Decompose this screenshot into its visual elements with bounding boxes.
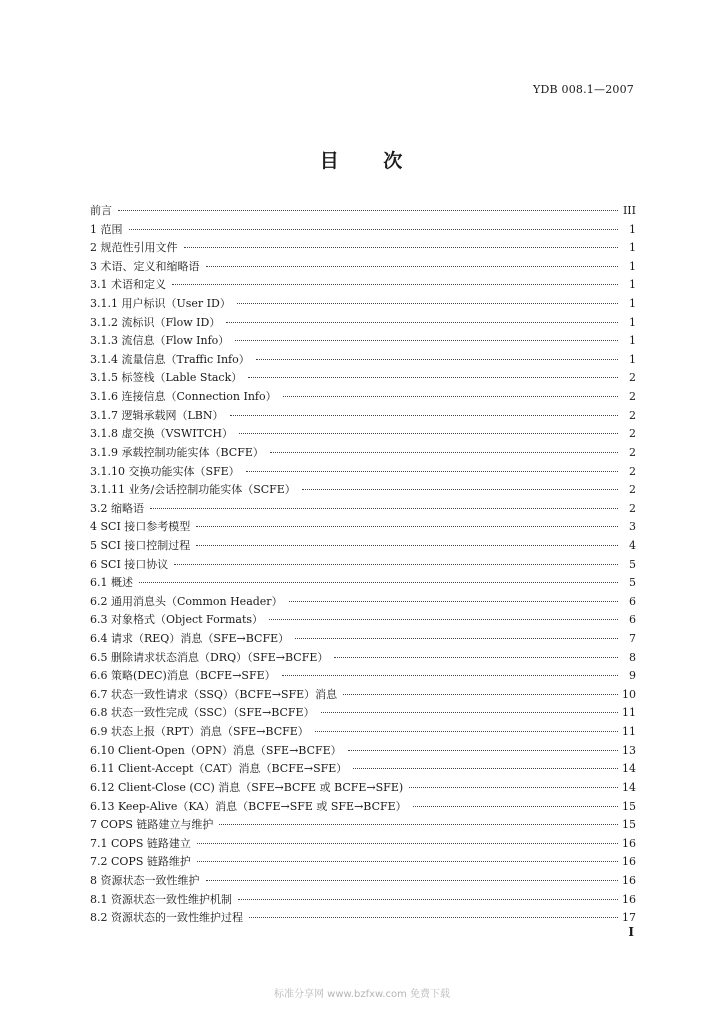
toc-entry-page: 2 <box>629 445 636 459</box>
toc-entry[interactable] <box>90 667 636 686</box>
toc-entry[interactable] <box>90 704 636 723</box>
toc-entry-label: 6.7 状态一致性请求（SSQ）（BCFE→SFE）消息 <box>90 687 338 701</box>
toc-entry-label: 6.4 请求（REQ）消息（SFE→BCFE） <box>90 632 290 646</box>
toc-dot-leader <box>129 229 619 230</box>
toc-entry-page: 1 <box>629 297 636 311</box>
toc-dot-leader <box>226 322 618 323</box>
toc-entry[interactable] <box>90 332 636 351</box>
toc-entry-label: 6.3 对象格式（Object Formats） <box>90 613 264 627</box>
toc-dot-leader <box>321 712 618 713</box>
toc-dot-leader <box>353 768 618 769</box>
toc-entry-label: 3.1.11 业务/会话控制功能实体（SCFE） <box>90 483 296 497</box>
toc-dot-leader <box>238 899 618 900</box>
toc-entry[interactable] <box>90 686 636 705</box>
toc-entry[interactable] <box>90 481 636 500</box>
toc-entry[interactable] <box>90 835 636 854</box>
toc-entry-page: 16 <box>622 892 636 906</box>
toc-entry[interactable] <box>90 407 636 426</box>
toc-entry-page: 13 <box>622 743 636 757</box>
toc-entry[interactable] <box>90 742 636 761</box>
toc-entry-page: 4 <box>629 538 636 552</box>
toc-dot-leader <box>409 787 618 788</box>
toc-entry-page: 11 <box>622 706 636 720</box>
toc-entry-label: 6 SCI 接口协议 <box>90 557 169 571</box>
toc-entry-label: 3.2 缩略语 <box>90 501 144 515</box>
toc-dot-leader <box>197 843 618 844</box>
toc-entry-label: 前言 <box>90 204 112 217</box>
toc-entry-page: 2 <box>629 390 636 404</box>
toc-entry-label: 1 范围 <box>90 222 123 236</box>
toc-dot-leader <box>239 433 618 434</box>
toc-entry-label: 6.13 Keep-Alive（KA）消息（BCFE→SFE 或 SFE→BCFE） <box>90 799 407 813</box>
toc-dot-leader <box>302 489 618 490</box>
toc-entry[interactable] <box>90 611 636 630</box>
toc-entry[interactable] <box>90 239 636 258</box>
toc-entry[interactable] <box>90 518 636 537</box>
toc-dot-leader <box>413 806 618 807</box>
toc-dot-leader <box>150 508 618 509</box>
toc-entry-label: 6.8 状态一致性完成（SSC）（SFE→BCFE） <box>90 706 315 720</box>
toc-dot-leader <box>248 377 618 378</box>
toc-dot-leader <box>197 861 618 862</box>
toc-dot-leader <box>196 526 618 527</box>
toc-entry-label: 3.1.7 逻辑承载网（LBN） <box>90 408 224 422</box>
toc-entry[interactable] <box>90 537 636 556</box>
toc-entry-page: 1 <box>629 315 636 329</box>
toc-entry[interactable] <box>90 388 636 407</box>
toc-entry[interactable] <box>90 853 636 872</box>
toc-entry-page: 5 <box>629 576 636 590</box>
toc-entry-page: 1 <box>629 352 636 366</box>
toc-entry-page: 6 <box>629 594 636 608</box>
toc-entry-label: 6.5 删除请求状态消息（DRQ）（SFE→BCFE） <box>90 650 329 664</box>
toc-dot-leader <box>206 266 619 267</box>
toc-entry-label: 6.2 通用消息头（Common Header） <box>90 594 283 608</box>
toc-dot-leader <box>196 545 618 546</box>
toc-dot-leader <box>282 675 618 676</box>
toc-entry-page: 14 <box>622 780 636 794</box>
toc-dot-leader <box>174 564 618 565</box>
toc-entry-label: 8.1 资源状态一致性维护机制 <box>90 892 232 906</box>
toc-entry-label: 7.1 COPS 链路建立 <box>90 836 191 850</box>
toc-dot-leader <box>237 303 618 304</box>
toc-entry-label: 3.1.3 流信息（Flow Info） <box>90 334 230 348</box>
toc-entry-label: 3.1.5 标签栈（Lable Stack） <box>90 371 243 385</box>
toc-entry-label: 3 术语、定义和缩略语 <box>90 259 200 273</box>
toc-entry-page: 2 <box>629 371 636 385</box>
toc-entry-page: 15 <box>622 799 636 813</box>
toc-entry[interactable] <box>90 909 636 928</box>
toc-entry[interactable] <box>90 369 636 388</box>
toc-entry-page: 14 <box>622 762 636 776</box>
toc-dot-leader <box>295 638 618 639</box>
toc-entry[interactable] <box>90 593 636 612</box>
toc-dot-leader <box>348 750 618 751</box>
toc-entry-label: 3.1.9 承载控制功能实体（BCFE） <box>90 445 264 459</box>
toc-entry[interactable] <box>90 630 636 649</box>
toc-entry-label: 6.11 Client-Accept（CAT）消息（BCFE→SFE） <box>90 762 348 776</box>
toc-dot-leader <box>283 396 618 397</box>
toc-entry[interactable] <box>90 314 636 333</box>
toc-dot-leader <box>118 210 618 211</box>
toc-dot-leader <box>230 415 619 416</box>
toc-entry-page: 2 <box>629 501 636 515</box>
toc-dot-leader <box>219 824 618 825</box>
toc-entry-label: 2 规范性引用文件 <box>90 241 178 255</box>
toc-entry-label: 3.1 术语和定义 <box>90 278 166 292</box>
toc-entry[interactable] <box>90 891 636 910</box>
toc-entry-page: 9 <box>629 669 636 683</box>
toc-entry-page: 16 <box>622 855 636 869</box>
document-id: YDB 008.1—2007 <box>533 83 634 96</box>
toc-entry[interactable] <box>90 872 636 891</box>
toc-entry-label: 6.12 Client-Close (CC) 消息（SFE→BCFE 或 BCFE→SFE) <box>90 780 404 794</box>
toc-entry-page: III <box>622 204 636 217</box>
toc-entry-label: 3.1.6 连接信息（Connection Info） <box>90 390 277 404</box>
toc-entry[interactable] <box>90 444 636 463</box>
toc-entry[interactable] <box>90 295 636 314</box>
toc-dot-leader <box>256 359 618 360</box>
toc-entry-label: 8 资源状态一致性维护 <box>90 873 200 887</box>
toc-entry-label: 7 COPS 链路建立与维护 <box>90 818 214 832</box>
toc-entry-page: 16 <box>622 836 636 850</box>
toc-entry[interactable] <box>90 816 636 835</box>
toc-dot-leader <box>334 657 618 658</box>
toc-entry-page: 10 <box>622 687 636 701</box>
toc-entry-page: 6 <box>629 613 636 627</box>
toc-entry[interactable] <box>90 221 636 240</box>
toc-entry-page: 7 <box>629 632 636 646</box>
toc-entry-label: 7.2 COPS 链路维护 <box>90 855 191 869</box>
toc-entry-label: 6.6 策略(DEC)消息（BCFE→SFE） <box>90 669 276 683</box>
toc-entry-page: 2 <box>629 483 636 497</box>
toc-entry-label: 4 SCI 接口参考模型 <box>90 520 191 534</box>
toc-dot-leader <box>139 582 618 583</box>
toc-dot-leader <box>315 731 618 732</box>
toc-dot-leader <box>246 471 618 472</box>
toc-entry-page: 16 <box>622 873 636 887</box>
toc-entry-label: 3.1.1 用户标识（User ID） <box>90 297 231 311</box>
toc-entry[interactable] <box>90 556 636 575</box>
toc-entry-page: 15 <box>622 818 636 832</box>
toc-entry-label: 3.1.2 流标识（Flow ID） <box>90 315 221 329</box>
toc-dot-leader <box>184 247 619 248</box>
toc-entry[interactable] <box>90 463 636 482</box>
toc-dot-leader <box>235 340 618 341</box>
toc-entry[interactable] <box>90 351 636 370</box>
toc-entry-label: 6.1 概述 <box>90 576 133 590</box>
toc-entry-page: 2 <box>629 427 636 441</box>
toc-entry-page: 17 <box>622 911 636 925</box>
toc-dot-leader <box>270 452 618 453</box>
toc-entry-page: 5 <box>629 557 636 571</box>
toc-entry[interactable] <box>90 425 636 444</box>
toc-entry[interactable] <box>90 798 636 817</box>
toc-entry-label: 3.1.4 流量信息（Traffic Info） <box>90 352 250 366</box>
toc-entry-label: 6.10 Client-Open（OPN）消息（SFE→BCFE） <box>90 743 342 757</box>
toc-entry-label: 3.1.8 虚交换（VSWITCH） <box>90 427 233 441</box>
toc-dot-leader <box>343 694 618 695</box>
toc-entry-label: 8.2 资源状态的一致性维护过程 <box>90 911 243 925</box>
toc-dot-leader <box>289 601 618 602</box>
toc-entry-page: 1 <box>629 259 636 273</box>
toc-entry-label: 6.9 状态上报（RPT）消息（SFE→BCFE） <box>90 725 309 739</box>
toc-entry[interactable] <box>90 649 636 668</box>
toc-entry[interactable] <box>90 723 636 742</box>
page-title: 目 次 <box>319 150 405 172</box>
toc-entry-page: 1 <box>629 334 636 348</box>
toc-entry-page: 1 <box>629 222 636 236</box>
toc-entry-page: 3 <box>629 520 636 534</box>
toc-entry[interactable] <box>90 779 636 798</box>
toc-entry-page: 2 <box>629 408 636 422</box>
toc-entry-page: 1 <box>629 241 636 255</box>
toc-entry-page: 11 <box>622 725 636 739</box>
watermark-footer: 标准分享网 www.bzfxw.com 免费下载 <box>274 989 450 1000</box>
toc-entry-page: 1 <box>629 278 636 292</box>
toc-dot-leader <box>269 619 618 620</box>
table-of-contents <box>90 202 636 928</box>
toc-entry-page: 2 <box>629 464 636 478</box>
toc-entry-label: 5 SCI 接口控制过程 <box>90 538 191 552</box>
toc-entry[interactable] <box>90 258 636 277</box>
toc-dot-leader <box>249 917 618 918</box>
toc-entry[interactable] <box>90 760 636 779</box>
toc-dot-leader <box>206 880 619 881</box>
toc-entry[interactable] <box>90 500 636 519</box>
page-number: I <box>628 925 634 939</box>
toc-entry-page: 8 <box>629 650 636 664</box>
toc-dot-leader <box>172 284 618 285</box>
toc-entry-label: 3.1.10 交换功能实体（SFE） <box>90 464 240 478</box>
toc-entry[interactable] <box>90 276 636 295</box>
toc-entry[interactable] <box>90 202 636 221</box>
toc-entry[interactable] <box>90 574 636 593</box>
